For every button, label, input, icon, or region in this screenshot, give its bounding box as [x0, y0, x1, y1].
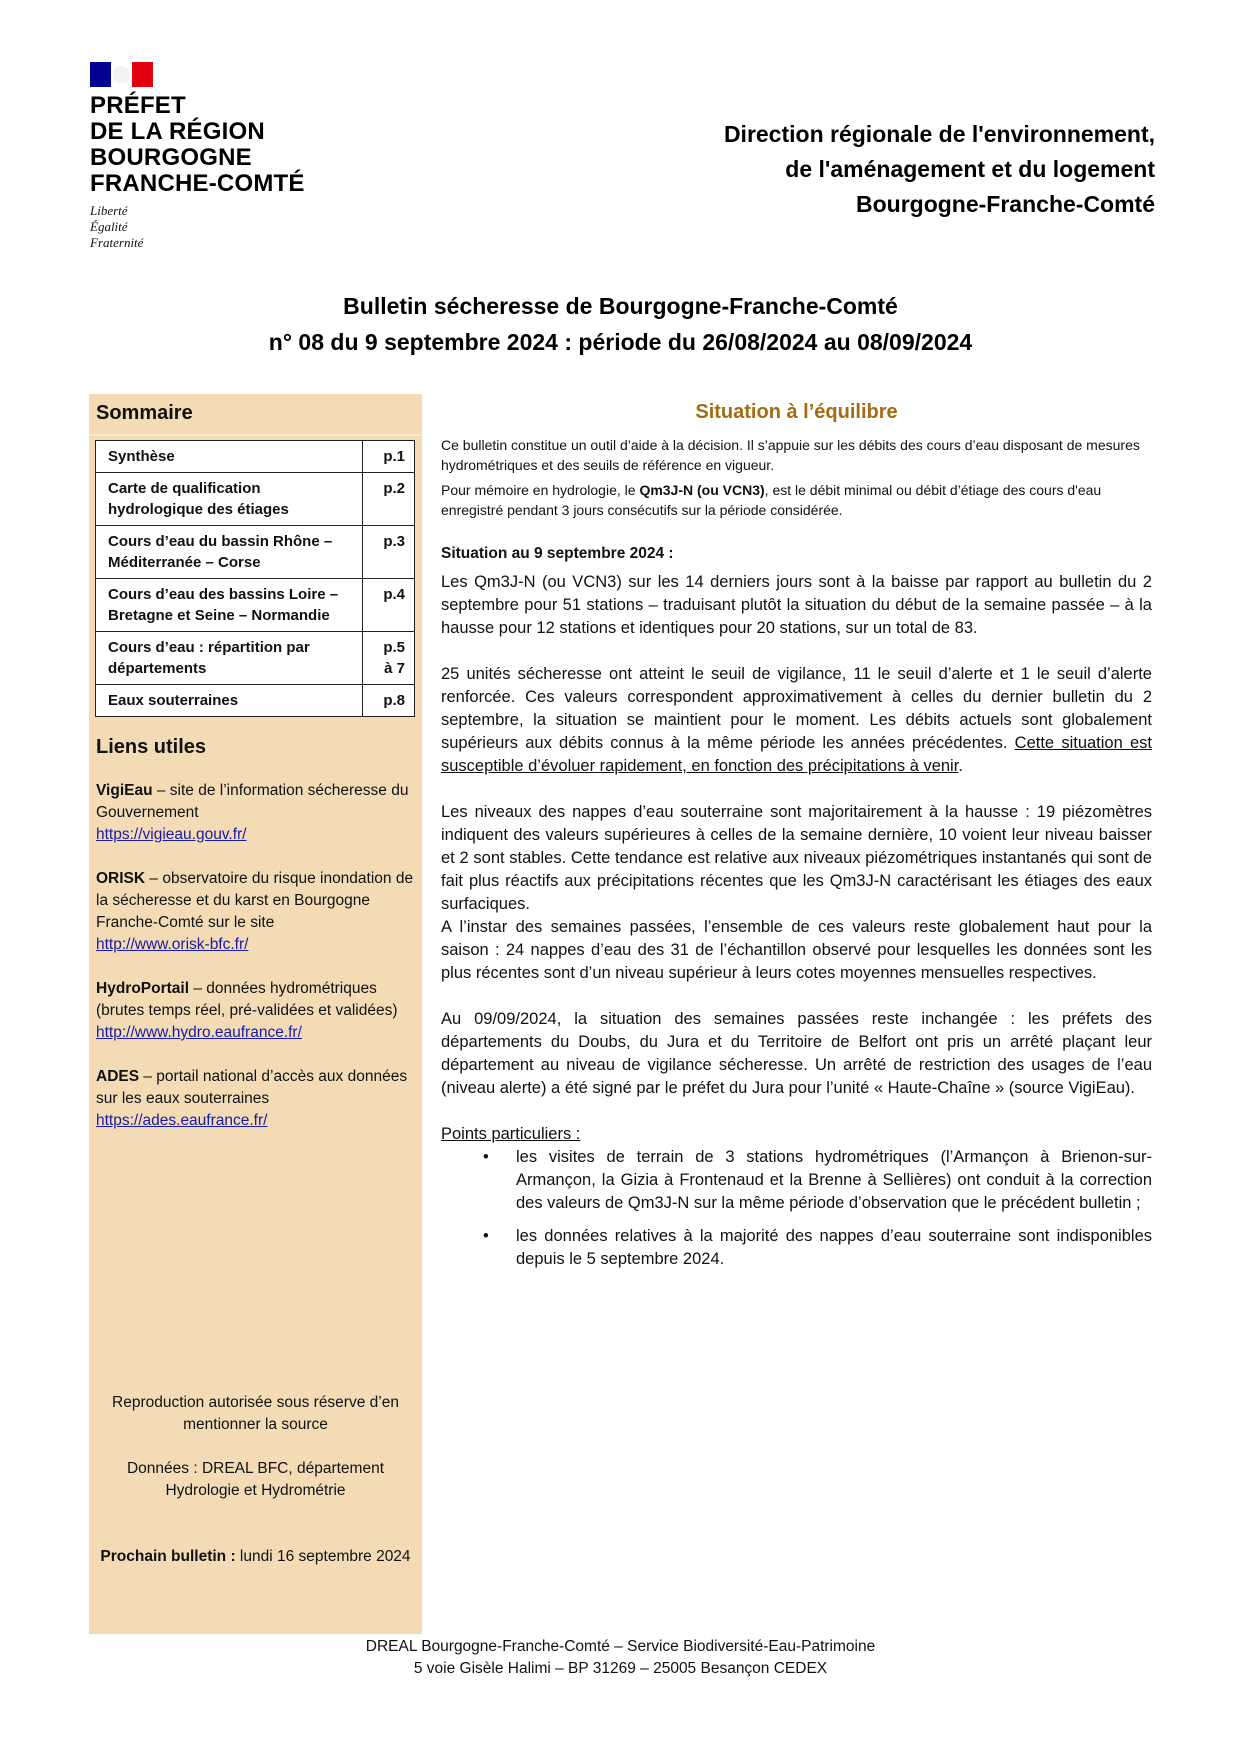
sommaire-heading: Sommaire	[96, 402, 193, 424]
sidebar-panel	[89, 394, 422, 1634]
link-description: – observatoire du risque inondation de la sécheresse et du karst en Bourgogne Franche-Comté sur le site	[96, 870, 414, 931]
toc-label: Cours d’eau : répartition par départements	[96, 632, 363, 685]
ades-link[interactable]: https://ades.eaufrance.fr/	[96, 1112, 268, 1129]
toc-page: p.2	[363, 473, 415, 526]
orisk-link[interactable]: http://www.orisk-bfc.fr/	[96, 936, 249, 953]
text-span: , est le débit minimal ou débit d’étiage des cours d'eau enregistré pendant 3 jours consécutifs sur la période considérée.	[441, 482, 1102, 518]
link-name: ADES	[96, 1068, 140, 1085]
link-item-vigieau	[96, 780, 418, 846]
paragraph-seuils	[441, 663, 1152, 778]
toc-page: p.4	[363, 579, 415, 632]
prefet-logo	[90, 62, 320, 251]
link-item-orisk	[96, 868, 418, 956]
paragraph-arretes: Au 09/09/2024, la situation des semaines passées reste inchangée : les préfets des départements du Doubs, du Jura et du Territoire de Belfort ont pris un arrêté plaçant leur département au niveau de vigilance sécheresse. Un arrêté de restriction des usages de l’eau (niveau alerte) a été signé par le préfet du Jura pour l’unité « Haute-Chaîne » (source VigiEau).	[441, 1010, 1152, 1097]
bulletin-title-line2: n° 08 du 9 septembre 2024 : période du 26/08/2024 au 08/09/2024	[268, 329, 973, 355]
link-description: – portail national d’accès aux données sur les eaux souterraines	[96, 1068, 408, 1107]
prefet-title-line: PRÉFET	[90, 92, 186, 119]
list-item-text: les visites de terrain de 3 stations hydrométriques (l’Armançon à Brienon-sur-Armançon, la Gizia à Frontenaud et la Brenne à Sellières) ont conduit à la correction des valeurs de Qm3J-N sur la même période d’observation que le précédent bulletin ;	[516, 1148, 1152, 1212]
points-heading: Points particuliers :	[441, 1125, 581, 1143]
prefet-title-line: BOURGOGNE	[90, 144, 252, 171]
toc-label: Eaux souterraines	[96, 685, 363, 717]
useful-links	[96, 736, 418, 1154]
page-footer	[0, 1636, 1241, 1680]
prefet-title	[90, 93, 320, 197]
bulletin-title-line1: Bulletin sécheresse de Bourgogne-Franche-Comté	[343, 293, 898, 319]
link-name: VigiEau	[96, 782, 153, 799]
list-item-text: les données relatives à la majorité des nappes d’eau souterraine sont indisponibles depuis le 5 septembre 2024.	[516, 1227, 1152, 1268]
toc-label: Cours d’eau des bassins Loire – Bretagne et Seine – Normandie	[96, 579, 363, 632]
paragraph-nappes: Les niveaux des nappes d’eau souterraine sont majoritairement à la hausse : 19 piézomètres indiquent des valeurs supérieures à celles de la semaine dernière, 10 voient leur niveau baisser et 2 sont stables. Cette tendance est relative aux niveaux piézométriques instantanés qui sont de fait plus réactifs aux précipitations récentes que les Qm3J-N caractérisant les étiages des eaux surfaciques.	[441, 803, 1152, 913]
vigieau-link[interactable]: https://vigieau.gouv.fr/	[96, 826, 247, 843]
toc-row[interactable]	[96, 579, 415, 632]
toc-row[interactable]	[96, 526, 415, 579]
organization-title-line: Direction régionale de l'environnement,	[723, 121, 1155, 147]
prefet-title-line: DE LA RÉGION	[90, 118, 265, 145]
divider	[89, 434, 422, 436]
points-list	[483, 1146, 1152, 1271]
link-item-ades	[96, 1066, 418, 1132]
list-item	[483, 1146, 1152, 1215]
toc-page: p.1	[363, 441, 415, 473]
motto-line: Fraternité	[90, 235, 144, 250]
toc-row[interactable]	[96, 473, 415, 526]
link-item-hydroportail	[96, 978, 418, 1044]
reproduction-notice: Reproduction autorisée sous réserve d’en mentionner la source	[112, 1394, 399, 1433]
sidebar-footer	[89, 1392, 422, 1590]
toc-page: p.3	[363, 526, 415, 579]
text-span: Pour mémoire en hydrologie, le	[441, 482, 640, 498]
table-of-contents	[95, 440, 415, 717]
link-description: – site de l’information sécheresse du Gouvernement	[96, 782, 409, 821]
toc-label: Carte de qualification hydrologique des étiages	[96, 473, 363, 526]
data-source: Données : DREAL BFC, département Hydrologie et Hydrométrie	[126, 1460, 385, 1499]
prefet-title-line: FRANCHE-COMTÉ	[90, 170, 305, 197]
toc-row[interactable]	[96, 441, 415, 473]
toc-row[interactable]	[96, 685, 415, 717]
marianne-flag-icon	[90, 62, 153, 87]
intro-paragraph: Ce bulletin constitue un outil d’aide à la décision. Il s’appuie sur les débits des cours d’eau disposant de mesures hydrométriques et des seuils de référence en vigueur.	[441, 437, 1140, 473]
warning-text: Cette situation est susceptible d’évoluer rapidement, en fonction des précipitations à venir	[441, 734, 1152, 775]
republic-motto	[90, 203, 320, 251]
motto-line: Égalité	[90, 219, 128, 234]
section-title: Situation à l’équilibre	[695, 401, 898, 423]
footer-line2: 5 voie Gisèle Halimi – BP 31269 – 25005 Besançon CEDEX	[413, 1660, 828, 1677]
toc-label: Synthèse	[96, 441, 363, 473]
footer-line1: DREAL Bourgogne-Franche-Comté – Service Biodiversité-Eau-Patrimoine	[365, 1638, 876, 1655]
bullet-icon: •	[483, 1227, 489, 1245]
toc-row[interactable]	[96, 632, 415, 685]
text-span: .	[958, 757, 963, 775]
organization-title-line: de l'aménagement et du logement	[785, 156, 1155, 182]
list-item	[483, 1225, 1152, 1271]
main-content	[441, 400, 1152, 1281]
link-name: ORISK	[96, 870, 146, 887]
organization-title-line: Bourgogne-Franche-Comté	[856, 191, 1155, 217]
next-bulletin	[89, 1546, 422, 1568]
text-span: 25 unités sécheresse ont atteint le seuil de vigilance, 11 le seuil d’alerte et 1 le seuil d’alerte renforcée. Ces valeurs correspondent approximativement à celles du dernier bulletin du 2 septembre, la situation se maintient pour le moment. Les débits actuels sont globalement supérieurs aux débits connus à la même période les années précédentes.	[441, 665, 1152, 752]
hydroportail-link[interactable]: http://www.hydro.eaufrance.fr/	[96, 1024, 302, 1041]
next-bulletin-date: lundi 16 septembre 2024	[235, 1548, 411, 1565]
toc-page: p.8	[363, 685, 415, 717]
situation-heading: Situation au 9 septembre 2024 :	[441, 545, 674, 562]
link-name: HydroPortail	[96, 980, 190, 997]
paragraph-stations: Les Qm3J-N (ou VCN3) sur les 14 derniers jours sont à la baisse par rapport au bulletin du 2 septembre pour 51 stations – traduisant plutôt la situation du début de la semaine passée – à la hausse pour 12 stations et identiques pour 20 stations, sur un total de 83.	[441, 573, 1152, 637]
paragraph-saison: A l’instar des semaines passées, l’ensemble de ces valeurs reste globalement haut pour la saison : 24 nappes d’eau des 31 de l’échantillon observé pour lesquelles les données sont les plus récentes sont d’un niveau supérieur à leurs cotes moyennes mensuelles respectives.	[441, 918, 1152, 982]
term-qm3jn: Qm3J-N (ou VCN3)	[639, 482, 765, 498]
bullet-icon: •	[483, 1148, 489, 1166]
bulletin-title	[0, 288, 1241, 360]
next-bulletin-label: Prochain bulletin :	[100, 1548, 236, 1565]
link-description: – données hydrométriques (brutes temps réel, pré-validées et validées)	[96, 980, 398, 1019]
motto-line: Liberté	[90, 203, 128, 218]
organization-title	[724, 117, 1155, 222]
toc-page: p.5 à 7	[363, 632, 415, 685]
links-heading: Liens utiles	[96, 736, 207, 758]
toc-label: Cours d’eau du bassin Rhône – Méditerranée – Corse	[96, 526, 363, 579]
definition-paragraph	[441, 481, 1152, 520]
